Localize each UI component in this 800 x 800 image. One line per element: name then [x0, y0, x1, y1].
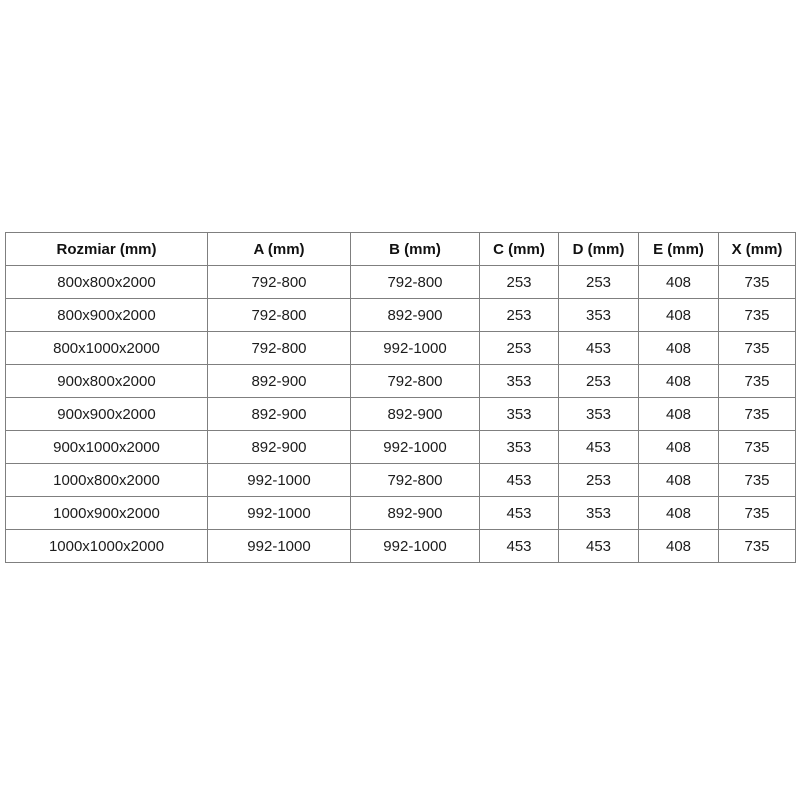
table-cell-x: 735 — [719, 464, 796, 497]
table-cell-e: 408 — [639, 398, 719, 431]
table-cell-x: 735 — [719, 431, 796, 464]
table-cell-c: 453 — [480, 530, 559, 563]
table-cell-e: 408 — [639, 431, 719, 464]
table-cell-b: 792-800 — [351, 464, 480, 497]
column-header-d: D (mm) — [559, 233, 639, 266]
table-header — [6, 233, 796, 266]
table-cell-x: 735 — [719, 365, 796, 398]
table-cell-d: 453 — [559, 431, 639, 464]
table-cell-x: 735 — [719, 398, 796, 431]
column-header-a: A (mm) — [208, 233, 351, 266]
table-cell-a: 892-900 — [208, 431, 351, 464]
table-row — [6, 464, 796, 497]
column-header-e: E (mm) — [639, 233, 719, 266]
table-cell-x: 735 — [719, 497, 796, 530]
table-cell-d: 453 — [559, 332, 639, 365]
table-cell-a: 892-900 — [208, 398, 351, 431]
table-cell-c: 253 — [480, 266, 559, 299]
table-cell-d: 353 — [559, 398, 639, 431]
column-header-c: C (mm) — [480, 233, 559, 266]
table-cell-rozmiar: 800x900x2000 — [6, 299, 208, 332]
table-cell-b: 792-800 — [351, 365, 480, 398]
table-cell-e: 408 — [639, 464, 719, 497]
table-cell-d: 353 — [559, 299, 639, 332]
table-cell-d: 253 — [559, 365, 639, 398]
table-row — [6, 497, 796, 530]
table-body — [6, 266, 796, 563]
dimensions-table — [5, 232, 796, 563]
table-cell-c: 353 — [480, 365, 559, 398]
table-row — [6, 266, 796, 299]
table-cell-e: 408 — [639, 299, 719, 332]
table-cell-e: 408 — [639, 332, 719, 365]
table-cell-a: 992-1000 — [208, 530, 351, 563]
table-cell-d: 253 — [559, 266, 639, 299]
table-cell-c: 353 — [480, 398, 559, 431]
table-cell-e: 408 — [639, 266, 719, 299]
table-cell-rozmiar: 800x1000x2000 — [6, 332, 208, 365]
table-cell-d: 253 — [559, 464, 639, 497]
table-cell-rozmiar: 1000x800x2000 — [6, 464, 208, 497]
header-row — [6, 233, 796, 266]
table-cell-c: 453 — [480, 497, 559, 530]
table-cell-d: 353 — [559, 497, 639, 530]
column-header-b: B (mm) — [351, 233, 480, 266]
table-cell-b: 892-900 — [351, 398, 480, 431]
table-cell-b: 792-800 — [351, 266, 480, 299]
table-cell-b: 992-1000 — [351, 332, 480, 365]
table-cell-a: 992-1000 — [208, 464, 351, 497]
table-cell-a: 992-1000 — [208, 497, 351, 530]
table-cell-rozmiar: 800x800x2000 — [6, 266, 208, 299]
table-cell-b: 892-900 — [351, 497, 480, 530]
table-cell-rozmiar: 900x800x2000 — [6, 365, 208, 398]
table-cell-rozmiar: 1000x900x2000 — [6, 497, 208, 530]
table-cell-x: 735 — [719, 530, 796, 563]
table-row — [6, 332, 796, 365]
column-header-rozmiar: Rozmiar (mm) — [6, 233, 208, 266]
table-row — [6, 431, 796, 464]
table-cell-x: 735 — [719, 266, 796, 299]
table-cell-c: 253 — [480, 332, 559, 365]
table-cell-a: 792-800 — [208, 299, 351, 332]
table-cell-e: 408 — [639, 497, 719, 530]
table-cell-a: 792-800 — [208, 332, 351, 365]
table-cell-rozmiar: 1000x1000x2000 — [6, 530, 208, 563]
table-cell-a: 792-800 — [208, 266, 351, 299]
table-cell-b: 892-900 — [351, 299, 480, 332]
table-cell-rozmiar: 900x1000x2000 — [6, 431, 208, 464]
table-cell-c: 353 — [480, 431, 559, 464]
table-cell-x: 735 — [719, 332, 796, 365]
table-row — [6, 530, 796, 563]
table-cell-b: 992-1000 — [351, 530, 480, 563]
table-cell-e: 408 — [639, 530, 719, 563]
table-row — [6, 299, 796, 332]
table-cell-c: 253 — [480, 299, 559, 332]
table-row — [6, 365, 796, 398]
table-row — [6, 398, 796, 431]
table-cell-x: 735 — [719, 299, 796, 332]
column-header-x: X (mm) — [719, 233, 796, 266]
table-cell-rozmiar: 900x900x2000 — [6, 398, 208, 431]
table-cell-b: 992-1000 — [351, 431, 480, 464]
table-cell-d: 453 — [559, 530, 639, 563]
table-cell-a: 892-900 — [208, 365, 351, 398]
table-cell-c: 453 — [480, 464, 559, 497]
table-cell-e: 408 — [639, 365, 719, 398]
